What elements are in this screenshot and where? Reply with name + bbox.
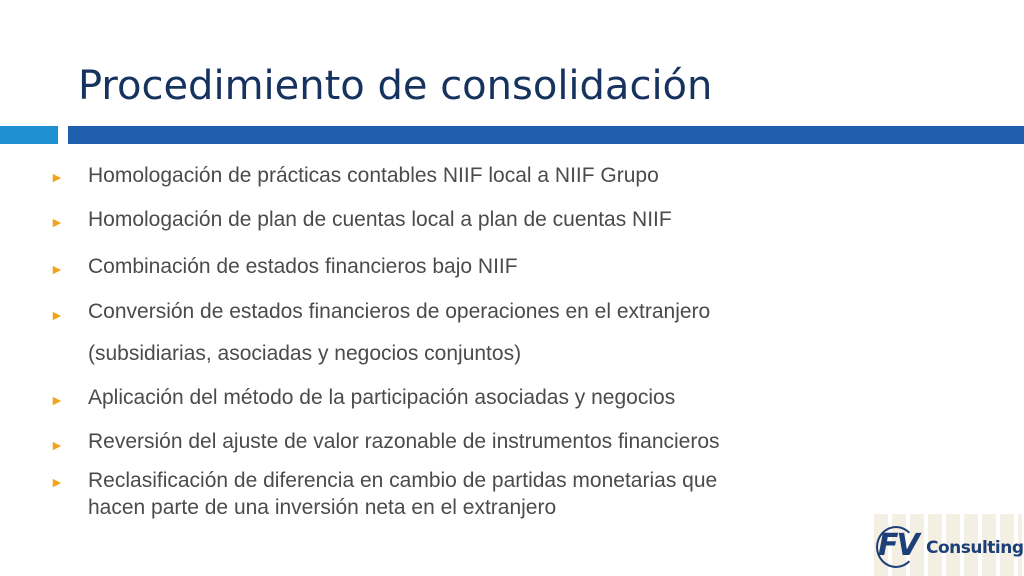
bullet-text: Aplicación del método de la participación asociadas y negocios: [88, 386, 676, 409]
logo-wordmark: Consulting: [926, 538, 1024, 558]
triangle-right-icon: ►: [50, 169, 64, 185]
fv-consulting-logo: [866, 514, 1024, 576]
bullet-text: Homologación de prácticas contables NIIF local a NIIF Grupo: [88, 164, 659, 187]
bullet-text: Combinación de estados financieros bajo NIIF: [88, 255, 518, 278]
triangle-right-icon: ►: [50, 392, 64, 408]
triangle-right-icon: ►: [50, 261, 64, 277]
logo-mark: FV: [878, 528, 918, 563]
slide-title: Procedimiento de consolidación: [78, 63, 713, 109]
triangle-right-icon: ►: [50, 214, 64, 230]
triangle-right-icon: ►: [50, 307, 64, 323]
bullet-text: Reversión del ajuste de valor razonable de instrumentos financieros: [88, 430, 720, 453]
bullet-text: Homologación de plan de cuentas local a plan de cuentas NIIF: [88, 208, 672, 231]
bullet-text: Reclasificación de diferencia en cambio de partidas monetarias que: [88, 469, 718, 492]
bullet-text: Conversión de estados financieros de operaciones en el extranjero: [88, 300, 711, 323]
bullet-text-continuation: (subsidiarias, asociadas y negocios conjuntos): [88, 342, 522, 365]
bullet-text-continuation: hacen parte de una inversión neta en el extranjero: [88, 496, 557, 519]
triangle-right-icon: ►: [50, 474, 64, 490]
triangle-right-icon: ►: [50, 437, 64, 453]
